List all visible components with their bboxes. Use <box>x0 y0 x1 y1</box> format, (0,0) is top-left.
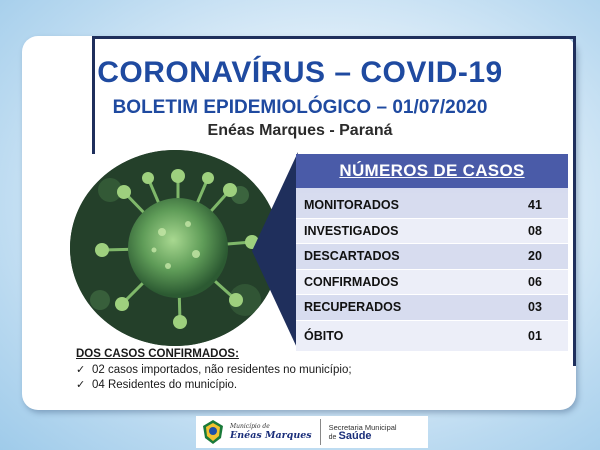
row-label: CONFIRMADOS <box>304 274 399 289</box>
row-label: DESCARTADOS <box>304 249 400 264</box>
checkmark-icon: ✓ <box>76 364 86 376</box>
municipality-name: Enéas Marques <box>230 430 312 441</box>
municipality-prefix: Município de <box>230 423 270 430</box>
note-text: 04 Residentes do município. <box>92 378 238 391</box>
cases-table-body <box>296 193 568 352</box>
secretariat-line: Secretaria Municipal <box>328 422 397 432</box>
table-row-descartados <box>296 244 568 270</box>
row-label: INVESTIGADOS <box>304 223 399 238</box>
table-row-recuperados <box>296 295 568 321</box>
notes-heading: DOS CASOS CONFIRMADOS: <box>76 348 239 360</box>
row-value: 08 <box>528 223 542 238</box>
row-label: ÓBITO <box>304 328 344 343</box>
secretariat-saude: Saúde <box>338 429 372 442</box>
list-item <box>76 377 352 392</box>
row-value: 41 <box>528 198 542 213</box>
coronavirus-illustration <box>70 150 280 346</box>
row-value: 03 <box>528 300 542 315</box>
row-value: 01 <box>528 328 542 343</box>
bulletin-subtitle: BOLETIM EPIDEMIOLÓGICO – 01/07/2020 <box>112 97 488 118</box>
coronavirus-icon <box>70 150 280 346</box>
page-title: CORONAVÍRUS – COVID-19 <box>97 56 503 89</box>
footer-logos <box>196 416 428 448</box>
checkmark-icon: ✓ <box>76 379 86 391</box>
municipality-logo <box>230 423 312 441</box>
table-row-obito <box>296 321 568 352</box>
frame-border-top <box>92 36 576 39</box>
row-value: 20 <box>528 249 542 264</box>
pointer-wedge <box>252 152 298 350</box>
footer-divider <box>320 419 321 445</box>
table-row-monitorados <box>296 193 568 219</box>
municipality-crest-icon <box>202 419 224 445</box>
confirmed-cases-notes <box>76 348 352 392</box>
cases-table-header: NÚMEROS DE CASOS <box>296 154 568 188</box>
location-label: Enéas Marques - Paraná <box>207 122 393 139</box>
row-label: MONITORADOS <box>304 198 399 213</box>
list-item <box>76 362 352 377</box>
cases-table <box>296 154 568 352</box>
note-text: 02 casos importados, não residentes no município; <box>92 363 352 376</box>
row-value: 06 <box>528 274 542 289</box>
row-label: RECUPERADOS <box>304 300 402 315</box>
table-row-investigados <box>296 219 568 245</box>
table-row-confirmados <box>296 270 568 296</box>
health-secretariat-logo <box>329 423 397 442</box>
secretariat-de: de <box>328 433 337 441</box>
